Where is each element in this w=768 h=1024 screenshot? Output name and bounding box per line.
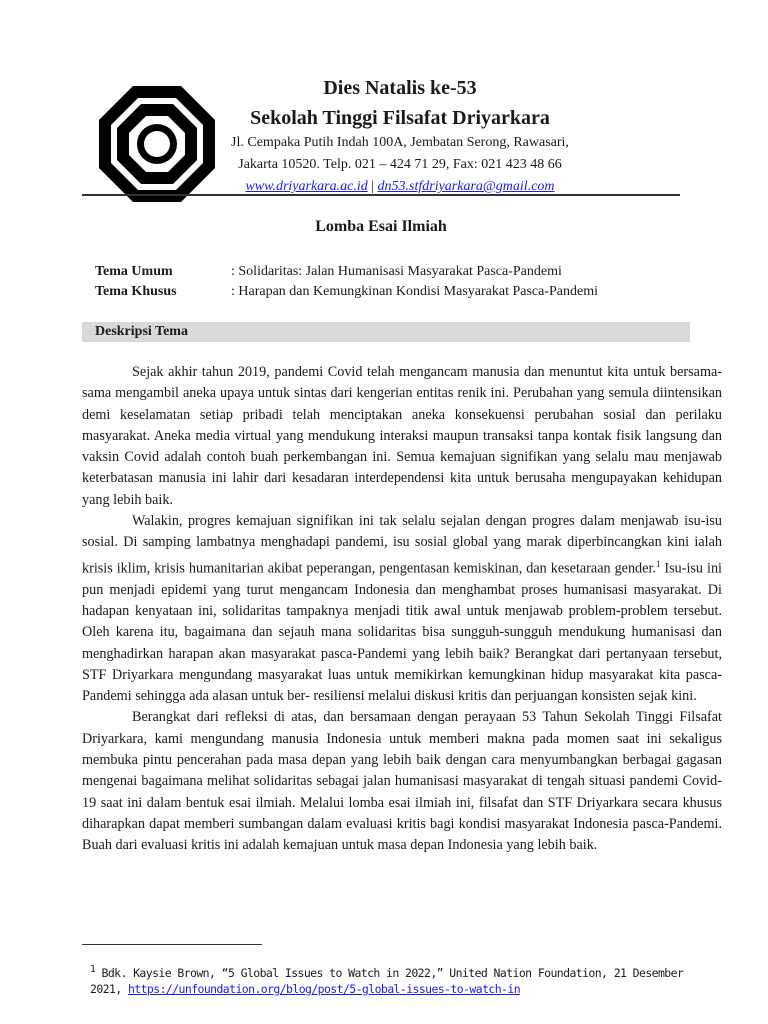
tema-umum-label: Tema Umum	[95, 264, 173, 279]
footnote-number: 1	[90, 964, 96, 975]
footnote-reference[interactable]: 1	[655, 558, 661, 569]
email-link[interactable]: dn53.stfdriyarkara@gmail.com	[377, 179, 555, 194]
tema-khusus-label: Tema Khusus	[95, 284, 177, 299]
tema-khusus-value: : Harapan dan Kemungkinan Kondisi Masyarakat Pasca-Pandemi	[231, 284, 599, 299]
paragraph-3: Berangkat dari refleksi di atas, dan bersamaan dengan perayaan 53 Tahun Sekolah Tinggi Filsafat Driyarkara, kami mengundang manusia Indonesia untuk memberi makna pada momen saat ini sekaligus membuka pintu pencerahan pada masa depan yang lebih baik dengan cara menyumbangkan berbagai gagasan mengenai bagaimana melihat solidaritas sebagai jalan humanisasi masyarakat di tengah situasi pandemi Covid-19 saat ini dalam bentuk esai ilmiah. Melalui lomba esai ilmiah ini, filsafat dan STF Driyarkara secara khusus diharapkan dapat memberi sumbangan dalam evaluasi kritis bagi kondisi masyarakat Indonesia pasca-Pandemi. Buah dari evaluasi kritis ini adalah kemajuan untuk masa depan Indonesia yang lebih baik.	[82, 709, 722, 854]
contact-separator: |	[367, 179, 378, 194]
header-divider	[82, 194, 680, 196]
section-heading-bar	[82, 322, 690, 342]
institution-name: Sekolah Tinggi Filsafat Driyarkara	[250, 107, 550, 129]
tema-umum-value: : Solidaritas: Jalan Humanisasi Masyarakat Pasca-Pandemi	[231, 264, 562, 279]
paragraph-2-part-b: Isu-isu ini pun menjadi epidemi yang turut mengancam Indonesia dan menghambat proses humanisasi masyarakat. Di hadapan kenyataan ini, solidaritas tampaknya menjadi titik awal untuk menjawab problem-problem tersebut. Oleh karena itu, bagaimana dan sejauh mana solidaritas bisa sungguh-sungguh mendukung humanisasi dan menghadirkan harapan akan masyarakat pasca-Pandemi yang lebih baik? Berangkat dari pertanyaan tersebut, STF Driyarkara mengundang masyarakat luas untuk memikirkan kemungkinan hidup masyarakat kita pasca-Pandemi sehingga ada alasan untuk ber- resiliensi melalui diskusi kritis dan perjuangan konsisten sejak kini.	[82, 560, 722, 705]
tema-khusus-row	[95, 282, 598, 302]
footnote-text: Bdk. Kaysie Brown, “5 Global Issues to Watch in 2022,” United Nation Foundation, 21 Desember 2021,	[90, 965, 684, 996]
section-heading: Deskripsi Tema	[95, 324, 188, 339]
paragraph-2-part-a: Walakin, progres kemajuan signifikan ini tak selalu sejalan dengan progres dalam menjawab isu-isu sosial. Di samping lambatnya menghadapi pandemi, isu sosial global yang marak diperbincangkan kini ialah krisis iklim, krisis humanitarian akibat peperangan, pengentasan kemiskinan, dan kesetaraan gender.	[82, 513, 722, 577]
address-line-1: Jl. Cempaka Putih Indah 100A, Jembatan Serong, Rawasari,	[231, 135, 569, 150]
footnote-divider	[82, 944, 262, 945]
event-title: Dies Natalis ke-53	[323, 77, 477, 99]
address-line-2: Jakarta 10520. Telp. 021 – 424 71 29, Fax: 021 423 48 66	[238, 157, 562, 172]
letterhead	[200, 72, 600, 198]
footnote	[90, 962, 720, 997]
footnote-link[interactable]: https://unfoundation.org/blog/post/5-global-issues-to-watch-in	[127, 981, 521, 996]
competition-title: Lomba Esai Ilmiah	[315, 218, 447, 235]
description-body	[82, 362, 722, 857]
paragraph-2	[82, 511, 722, 707]
paragraph-1: Sejak akhir tahun 2019, pandemi Covid telah mengancam manusia dan menuntut kita untuk bersama-sama mengambil aneka upaya untuk sintas dari kengerian entitas renik ini. Perubahan yang semula diintensikan demi keselamatan setiap pribadi telah menciptakan aneka konsekuensi perubahan sosial dan perilaku masyarakat. Aneka media virtual yang mendukung interaksi maupun transaksi tanpa kontak fisik langsung dan vaksin Covid adalah contoh buah perkembangan ini. Semua kemajuan signifikan yang selalu mau menjawab keterbatasan manusia ini lahir dari kesadaran interdependensi kita untuk berusaha mengupayakan kehidupan yang lebih baik.	[82, 364, 722, 508]
tema-umum-row	[95, 262, 562, 282]
website-link[interactable]: www.driyarkara.ac.id	[245, 179, 368, 194]
